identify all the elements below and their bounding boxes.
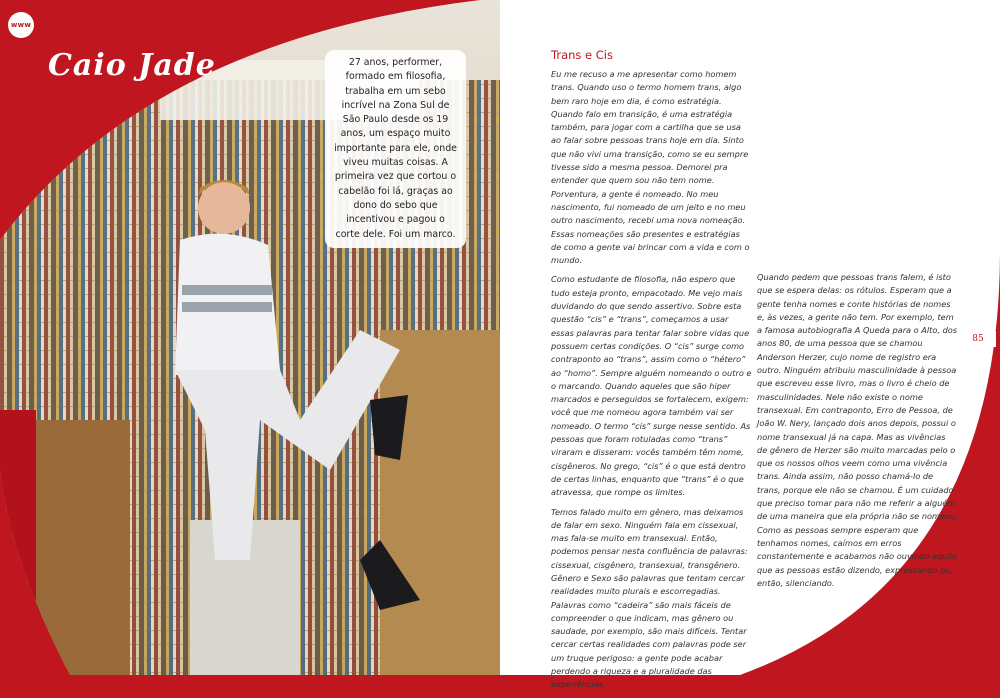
page-number: 85 — [960, 331, 996, 347]
paragraph: Como estudante de filosofia, não espero que tudo esteja pronto, empacotado. Me vejo mais duvidando do que sendo assertivo. Sobre esta questão “cis” e “trans”, começamos a usar essas palavras para tentar falar sobre vidas que possuem certas condições. O “cis” surge como contraponto ao “trans”, assim como o “hétero” ao “homo”. Sempre alguém nomeando o outro e o marcando. Quando aqueles que são hiper marcados e perseguidos se fortalecem, exigem: você que me nomeou agora também vai ser nomeado. O termo “cis” surge nesse sentido. As pessoas que foram rotuladas como “trans” viraram e disseram: vocês também têm nome, cisgêneros. No grego, “cis” é o que está dentro de certas linhas, enquanto que “trans” é o que atravessa, que rompe os limites. — [551, 274, 752, 498]
text-column-2 — [757, 271, 958, 596]
paragraph: Eu me recuso a me apresentar como homem trans. Quando uso o termo homem trans, algo bem raro hoje em dia, é como estratégia. Quando falo em transição, é uma estratégia também, para jogar com a cartilha que se usa ao falar sobre pessoas trans hoje em dia. Sinto que não vivi uma transição, como se eu sempre tivesse sido a mesma pessoa. Demorei pra entender que quem sou não tem nome. Porventura, a gente é nomeado. No meu nascimento, fui nomeado de um jeito e no meu outro nascimento, recebi uma nova nomeação. Essas nomeações são presentes e estratégias de como a gente vai brincar com a vida e com o mundo. — [551, 69, 750, 266]
paragraph: Quando pedem que pessoas trans falem, é isto que se espera delas: os rótulos. Esperam que a gente tenha nomes e conte histórias de nomes e, às vezes, a gente não tem. Por exemplo, tem a famosa autobiografia A Queda para o Alto, dos anos 80, de uma pessoa que se chamou Anderson Herzer, cujo nome de registro era outro. Ninguém atribuiu masculinidade à pessoa que escreveu esse livro, mas o livro é cheio de masculinidades. Nele não existe o nome transexual. Em contraponto, Erro de Pessoa, de João W. Nery, lançado dois anos depois, possui o nome transexual já na capa. Mas as vivências de gênero de Herzer são muito marcadas pelo o que os nossos olhos veem como uma vivência trans. Ainda assim, não posso chamá-lo de trans, porque ele não se chamou. É um cuidado que preciso tomar para não me referir a alguém de uma maneira que ela própria não se nomeou. Como as pessoas sempre esperam que tenhamos nomes, caímos em erros constantemente e acabamos não ouvindo aquilo que as pessoas estão dizendo, expressando ou, então, silenciando. — [757, 272, 958, 588]
section-title: Trans e Cis — [551, 48, 613, 62]
text-column-1 — [551, 68, 752, 698]
paragraph: Temos falado muito em gênero, mas deixamos de falar em sexo. Ninguém fala em cissexual, mas fala-se muito em transexual. Então, podemos pensar nesta confluência de palavras: cissexual, cisgênero, transexual, transgênero. Gênero e Sexo são palavras que tentam cercar realidades muito plurais e escorregadias. Palavras como “cadeira” são mais fáceis de compreender o que indicam, mas gênero ou saudade, por exemplo, são mais difíceis. Tentar cercar certas realidades com palavras pode ser um truque perigoso: a gente pode acabar perdendo a riqueza e a pluralidade das experiências. — [551, 506, 748, 690]
www-badge: www — [8, 12, 34, 38]
bio-caption: 27 anos, performer, formado em filosofia, trabalha em um sebo incrível na Zona Sul de São Paulo desde os 19 anos, um espaço muito importante para ele, onde viveu muitas coisas. A primeira vez que cortou o cabelão foi lá, graças ao dono do sebo que incentivou e pagou o corte dele. Foi um marco. — [325, 50, 466, 248]
person-name: Caio Jade — [48, 48, 216, 83]
